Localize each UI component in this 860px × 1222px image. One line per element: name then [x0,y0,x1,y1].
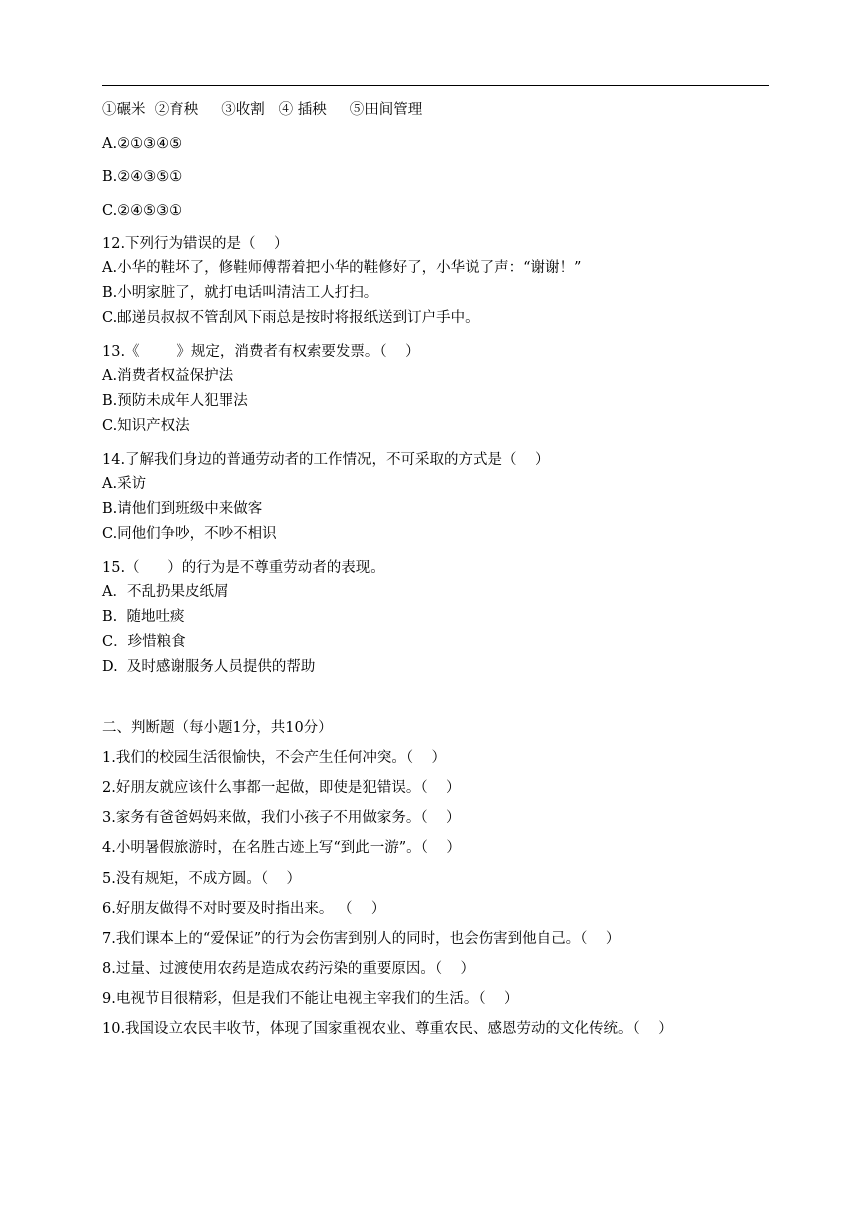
q11-option-a: A.②①③④⑤ [102,136,183,152]
q12-option-c: C.邮递员叔叔不管刮风下雨总是按时将报纸送到订户手中。 [102,310,480,326]
section2-title: 二、判断题（每小题1分，共10分） [102,720,333,736]
tf-item-3: 3.家务有爸爸妈妈来做，我们小孩子不用做家务。（ ） [102,810,461,826]
q11-option-c: C.②④⑤③① [102,203,183,219]
tf-item-2: 2.好朋友就应该什么事都一起做，即使是犯错误。（ ） [102,780,461,796]
q12-option-b: B.小明家脏了，就打电话叫清洁工人打扫。 [102,285,379,301]
q14-option-c: C.同他们争吵，不吵不相识 [102,526,277,542]
q14-option-a: A.采访 [102,476,147,492]
q15-stem: 15.（ ）的行为是不尊重劳动者的表现。 [102,560,385,576]
q14-stem: 14.了解我们身边的普通劳动者的工作情况，不可采取的方式是（ ） [102,452,550,468]
tf-item-4: 4.小明暑假旅游时，在名胜古迹上写“到此一游”。（ ） [102,840,461,856]
q13-stem: 13.《 》规定，消费者有权索要发票。（ ） [102,344,420,360]
tf-item-10: 10.我国设立农民丰收节，体现了国家重视农业、尊重农民、感恩劳动的文化传统。（ ） [102,1021,673,1037]
q13-option-c: C.知识产权法 [102,418,190,434]
tf-item-6: 6.好朋友做得不对时要及时指出来。 （ ） [102,901,386,917]
q13-option-a: A.消费者权益保护法 [102,368,234,384]
tf-item-7: 7.我们课本上的“爱保证”的行为会伤害到别人的同时，也会伤害到他自己。（ ） [102,931,621,947]
header-rule [102,85,769,86]
q11-option-b: B.②④③⑤① [102,169,183,185]
q15-option-b: B. 随地吐痰 [102,609,185,625]
q14-option-b: B.请他们到班级中来做客 [102,501,263,517]
q12-option-a: A.小华的鞋坏了，修鞋师傅帮着把小华的鞋修好了，小华说了声：“谢谢！” [102,260,582,276]
q15-option-d: D. 及时感谢服务人员提供的帮助 [102,659,316,675]
q12-stem: 12.下列行为错误的是（ ） [102,236,289,252]
q15-option-a: A．不乱扔果皮纸屑 [102,584,229,600]
tf-item-5: 5.没有规矩，不成方圆。（ ） [102,871,302,887]
tf-item-8: 8.过量、过渡使用农药是造成农药污染的重要原因。（ ） [102,961,476,977]
tf-item-1: 1.我们的校园生活很愉快，不会产生任何冲突。（ ） [102,750,447,766]
q13-option-b: B.预防未成年人犯罪法 [102,393,248,409]
q11-steps: ①碾米 ②育秧 ③收割 ④ 插秧 ⑤田间管理 [102,102,423,118]
q15-option-c: C．珍惜粮食 [102,634,186,650]
tf-item-9: 9.电视节目很精彩，但是我们不能让电视主宰我们的生活。（ ） [102,991,519,1007]
